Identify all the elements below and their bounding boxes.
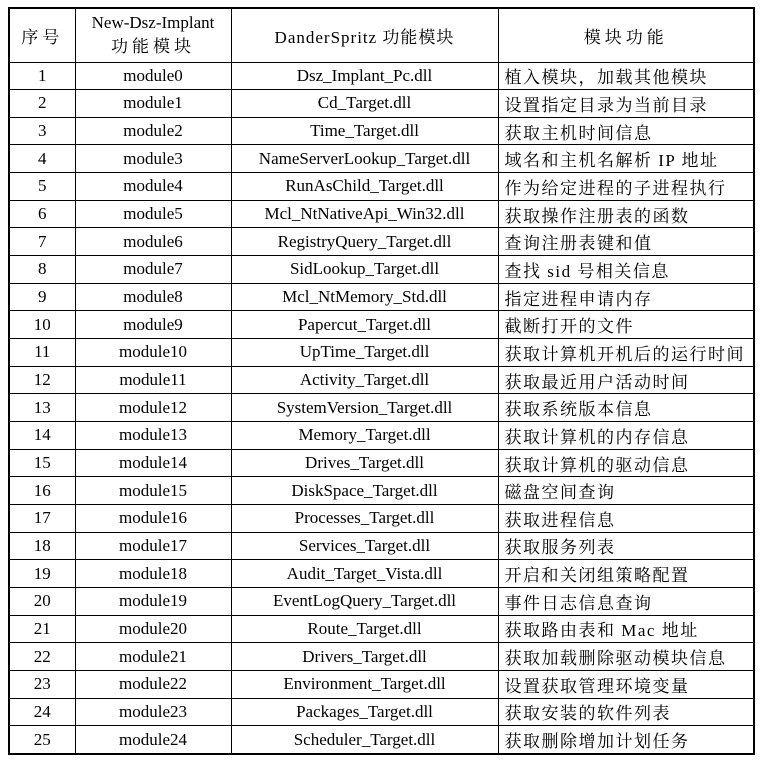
cell-danderspritz-module: DiskSpace_Target.dll [231,477,498,505]
cell-index: 1 [9,62,75,90]
cell-module-function: 获取最近用户活动时间 [498,366,754,394]
cell-danderspritz-module: RegistryQuery_Target.dll [231,228,498,256]
cell-new-dsz-module: module5 [75,200,231,228]
cell-danderspritz-module: Papercut_Target.dll [231,311,498,339]
cell-new-dsz-module: module23 [75,698,231,726]
cell-index: 7 [9,228,75,256]
cell-module-function: 获取计算机开机后的运行时间 [498,339,754,367]
table-row [9,394,754,422]
table-row [9,698,754,726]
cell-index: 13 [9,394,75,422]
cell-danderspritz-module: Time_Target.dll [231,117,498,145]
table-row [9,228,754,256]
header-row [9,8,754,62]
header-module-function [498,8,754,62]
cell-module-function: 获取计算机的内存信息 [498,422,754,450]
cell-new-dsz-module: module10 [75,339,231,367]
cell-new-dsz-module: module18 [75,560,231,588]
cell-index: 22 [9,643,75,671]
table-row [9,422,754,450]
cell-index: 24 [9,698,75,726]
cell-new-dsz-module: module6 [75,228,231,256]
cell-new-dsz-module: module13 [75,422,231,450]
cell-new-dsz-module: module3 [75,145,231,173]
cell-module-function: 指定进程申请内存 [498,283,754,311]
cell-new-dsz-module: module11 [75,366,231,394]
header-new-dsz-line2: 功能模块 [111,37,195,57]
table-row [9,477,754,505]
cell-new-dsz-module: module19 [75,587,231,615]
header-index-label: 序号 [21,27,64,47]
cell-module-function: 获取安装的软件列表 [498,698,754,726]
cell-module-function: 获取主机时间信息 [498,117,754,145]
cell-danderspritz-module: Dsz_Implant_Pc.dll [231,62,498,90]
table-row [9,560,754,588]
cell-danderspritz-module: NameServerLookup_Target.dll [231,145,498,173]
cell-module-function: 事件日志信息查询 [498,587,754,615]
cell-index: 21 [9,615,75,643]
cell-module-function: 获取计算机的驱动信息 [498,449,754,477]
cell-new-dsz-module: module24 [75,726,231,754]
cell-danderspritz-module: Route_Target.dll [231,615,498,643]
cell-module-function: 获取系统版本信息 [498,394,754,422]
cell-danderspritz-module: Drives_Target.dll [231,449,498,477]
table-row [9,283,754,311]
cell-danderspritz-module: SystemVersion_Target.dll [231,394,498,422]
table-row [9,505,754,533]
cell-module-function: 域名和主机名解析 IP 地址 [498,145,754,173]
cell-module-function: 获取删除增加计划任务 [498,726,754,754]
cell-index: 25 [9,726,75,754]
cell-module-function: 获取服务列表 [498,532,754,560]
table-row [9,311,754,339]
cell-index: 8 [9,256,75,284]
cell-new-dsz-module: module14 [75,449,231,477]
table-row [9,117,754,145]
cell-danderspritz-module: UpTime_Target.dll [231,339,498,367]
cell-danderspritz-module: Packages_Target.dll [231,698,498,726]
table-row [9,670,754,698]
header-danderspritz-module: DanderSpritz 功能模块 [231,8,498,62]
cell-danderspritz-module: Drivers_Target.dll [231,643,498,671]
cell-new-dsz-module: module0 [75,62,231,90]
cell-index: 15 [9,449,75,477]
cell-danderspritz-module: Scheduler_Target.dll [231,726,498,754]
cell-index: 5 [9,173,75,201]
cell-index: 12 [9,366,75,394]
cell-new-dsz-module: module1 [75,90,231,118]
table-row [9,449,754,477]
table-row [9,173,754,201]
table-body [9,62,754,754]
cell-index: 17 [9,505,75,533]
cell-danderspritz-module: Mcl_NtMemory_Std.dll [231,283,498,311]
cell-new-dsz-module: module8 [75,283,231,311]
cell-index: 20 [9,587,75,615]
cell-new-dsz-module: module9 [75,311,231,339]
table-row [9,90,754,118]
cell-danderspritz-module: Mcl_NtNativeApi_Win32.dll [231,200,498,228]
table-row [9,532,754,560]
cell-danderspritz-module: Audit_Target_Vista.dll [231,560,498,588]
cell-danderspritz-module: Services_Target.dll [231,532,498,560]
table-header [9,8,754,62]
cell-module-function: 查询注册表键和值 [498,228,754,256]
cell-new-dsz-module: module16 [75,505,231,533]
cell-danderspritz-module: Memory_Target.dll [231,422,498,450]
cell-new-dsz-module: module12 [75,394,231,422]
cell-new-dsz-module: module2 [75,117,231,145]
cell-index: 10 [9,311,75,339]
cell-module-function: 设置指定目录为当前目录 [498,90,754,118]
cell-danderspritz-module: Environment_Target.dll [231,670,498,698]
header-module-function-label: 模块功能 [583,27,668,47]
cell-index: 14 [9,422,75,450]
cell-module-function: 查找 sid 号相关信息 [498,256,754,284]
cell-danderspritz-module: Processes_Target.dll [231,505,498,533]
header-new-dsz-implant-module [75,8,231,62]
table-row [9,145,754,173]
cell-new-dsz-module: module21 [75,643,231,671]
header-index [9,8,75,62]
cell-index: 6 [9,200,75,228]
table-row [9,339,754,367]
cell-new-dsz-module: module7 [75,256,231,284]
cell-module-function: 设置获取管理环境变量 [498,670,754,698]
cell-module-function: 获取路由表和 Mac 地址 [498,615,754,643]
table-row [9,366,754,394]
table-row [9,62,754,90]
cell-module-function: 植入模块，加载其他模块 [498,62,754,90]
cell-module-function: 获取加载删除驱动模块信息 [498,643,754,671]
cell-index: 16 [9,477,75,505]
header-new-dsz-line1: New-Dsz-Implant [91,12,215,32]
table-row [9,643,754,671]
table-row [9,726,754,754]
table-row [9,200,754,228]
cell-module-function: 作为给定进程的子进程执行 [498,173,754,201]
cell-danderspritz-module: Cd_Target.dll [231,90,498,118]
cell-index: 23 [9,670,75,698]
cell-index: 9 [9,283,75,311]
cell-danderspritz-module: SidLookup_Target.dll [231,256,498,284]
cell-module-function: 截断打开的文件 [498,311,754,339]
cell-danderspritz-module: RunAsChild_Target.dll [231,173,498,201]
table-row [9,615,754,643]
cell-new-dsz-module: module17 [75,532,231,560]
cell-module-function: 获取操作注册表的函数 [498,200,754,228]
cell-index: 11 [9,339,75,367]
cell-module-function: 获取进程信息 [498,505,754,533]
cell-index: 18 [9,532,75,560]
modules-table [8,7,755,755]
cell-danderspritz-module: Activity_Target.dll [231,366,498,394]
cell-module-function: 磁盘空间查询 [498,477,754,505]
cell-new-dsz-module: module15 [75,477,231,505]
table-row [9,256,754,284]
cell-new-dsz-module: module20 [75,615,231,643]
cell-index: 2 [9,90,75,118]
table-row [9,587,754,615]
cell-index: 3 [9,117,75,145]
cell-index: 19 [9,560,75,588]
cell-new-dsz-module: module4 [75,173,231,201]
cell-index: 4 [9,145,75,173]
cell-module-function: 开启和关闭组策略配置 [498,560,754,588]
cell-danderspritz-module: EventLogQuery_Target.dll [231,587,498,615]
cell-new-dsz-module: module22 [75,670,231,698]
